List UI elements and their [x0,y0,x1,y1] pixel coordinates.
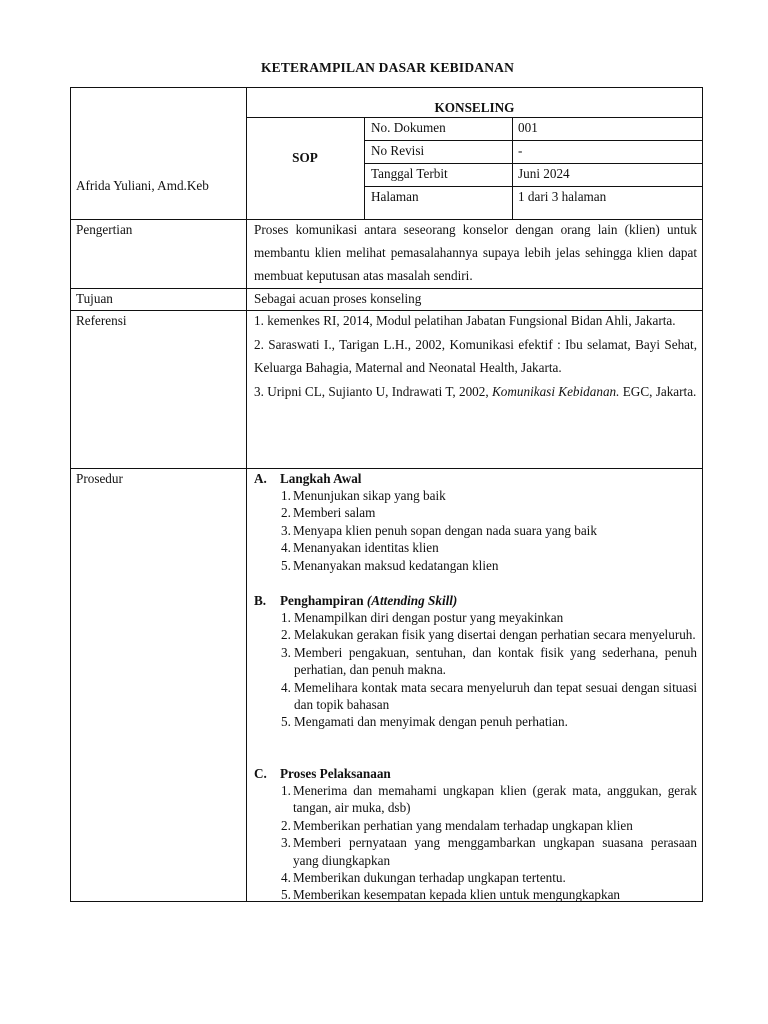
step-number: 1. [281,610,291,625]
step-number: 3. [281,522,291,538]
row-label-referensi: Referensi [76,313,127,328]
meta-label: Halaman [371,189,419,204]
row-label-tujuan: Tujuan [76,291,113,306]
tujuan-text: Sebagai acuan proses konseling [254,291,422,306]
document-title: KETERAMPILAN DASAR KEBIDANAN [260,60,515,75]
step-number: 4. [281,679,291,695]
list-item [281,644,697,679]
step-number: 2. [281,817,291,833]
step-text: Menanyakan identitas klien [293,540,439,556]
meta-value: 1 dari 3 halaman [518,189,607,204]
list-item [281,817,697,834]
reference-text: 2. Saraswati I., Tarigan L.H., 2002, Komunikasi efektif : Ibu selamat, Bayi Sehat, Keluarga Bahagia, Maternal and Neonatal Health, Jakarta. [254,337,697,375]
list-item [281,713,697,730]
pengertian-text: Proses komunikasi antara seseorang konselor dengan orang lain (klien) untuk membantu klien melihat pemasalahannya supaya lebih jelas sehingga klien dapat membuat keputusan atas masalah sendiri. [254,222,697,283]
table-divider [70,288,703,289]
list-item [281,539,697,556]
reference-text: 3. Uripni CL, Sujianto U, Indrawati T, 2002, [254,384,492,399]
step-text: Memberi salam [293,505,376,521]
step-text: Menampilkan diri dengan postur yang meyakinkan [294,610,564,625]
step-list [281,609,697,731]
list-item [281,522,697,539]
step-text: Menunjukan sikap yang baik [293,488,446,503]
step-number: 2. [281,627,291,643]
step-text: Menerima dan memahami ungkapan klien (gerak mata, anggukan, gerak tangan, air muka, dsb) [293,783,697,816]
step-number: 4. [281,540,291,556]
step-number: 1. [281,488,291,503]
referensi-list [254,309,697,404]
reference-text-after: EGC, Jakarta. [619,384,697,399]
step-number: 5. [281,714,291,730]
list-item [281,609,697,626]
reference-item [254,380,697,403]
step-number: 5. [281,887,291,903]
section-letter: B. [254,593,267,608]
table-divider [246,117,703,118]
list-item [281,679,697,714]
table-divider [364,117,365,219]
section-heading [254,766,391,782]
meta-value: 001 [518,120,538,135]
list-item [281,869,697,886]
list-item [281,504,697,521]
step-list [281,487,697,574]
list-item [281,834,697,869]
table-divider [364,140,703,141]
list-item [281,886,697,903]
table-divider [364,163,703,164]
step-list [281,782,697,904]
step-number: 1. [281,783,291,798]
step-text: Menanyakan maksud kedatangan klien [293,557,499,573]
section-title-italic: (Attending Skill) [366,593,458,608]
list-item [281,626,697,643]
step-text: Memberikan perhatian yang mendalam terhadap ungkapan klien [293,817,633,833]
step-number: 4. [281,870,291,886]
step-number: 3. [281,835,291,851]
section-letter: C. [254,766,267,781]
list-item [281,782,697,817]
meta-label: Tanggal Terbit [371,166,448,181]
step-number: 5. [281,557,291,573]
step-text: Memelihara kontak mata secara menyeluruh dan tepat sesuai dengan situasi dan topik bahasan [294,679,697,713]
topic-title: KONSELING [434,100,515,115]
meta-label: No. Dokumen [371,120,446,135]
reference-text: 1. kemenkes RI, 2014, Modul pelatihan Jabatan Fungsional Bidan Ahli, Jakarta. [254,313,676,328]
meta-value: Juni 2024 [518,166,570,181]
row-label-prosedur: Prosedur [76,471,123,486]
table-divider [70,468,703,469]
step-number: 3. [281,644,291,660]
table-divider [512,117,513,219]
section-title: Langkah Awal [280,471,362,486]
step-number: 2. [281,505,291,521]
section-heading [254,471,361,487]
author-name: Afrida Yuliani, Amd.Keb [76,178,209,193]
meta-value: - [518,143,523,158]
section-heading [254,593,457,609]
reference-item [254,309,697,332]
reference-item [254,333,697,379]
section-letter: A. [254,471,267,486]
sop-label: SOP [292,150,318,165]
table-divider [364,186,703,187]
section-title: Penghampiran [280,593,367,608]
list-item [281,487,697,504]
step-text: Mengamati dan menyimak dengan penuh perhatian. [294,714,568,730]
step-text: Memberi pengakuan, sentuhan, dan kontak fisik yang sederhana, penuh perhatian, dan penuh makna. [294,644,697,678]
step-text: Memberikan dukungan terhadap ungkapan tertentu. [293,870,566,886]
reference-title-italic: Komunikasi Kebidanan. [491,384,620,399]
meta-label: No Revisi [371,143,425,158]
step-text: Menyapa klien penuh sopan dengan nada suara yang baik [293,522,597,538]
section-title: Proses Pelaksanaan [280,766,391,781]
step-text: Melakukan gerakan fisik yang disertai dengan perhatian secara menyeluruh. [294,627,696,643]
table-divider [246,87,247,902]
step-text: Memberikan kesempatan kepada klien untuk mengungkapkan [293,887,621,903]
step-text: Memberi pernyataan yang menggambarkan ungkapan suasana perasaan yang diungkapkan [293,835,697,868]
list-item [281,557,697,574]
row-label-pengertian: Pengertian [76,222,133,237]
